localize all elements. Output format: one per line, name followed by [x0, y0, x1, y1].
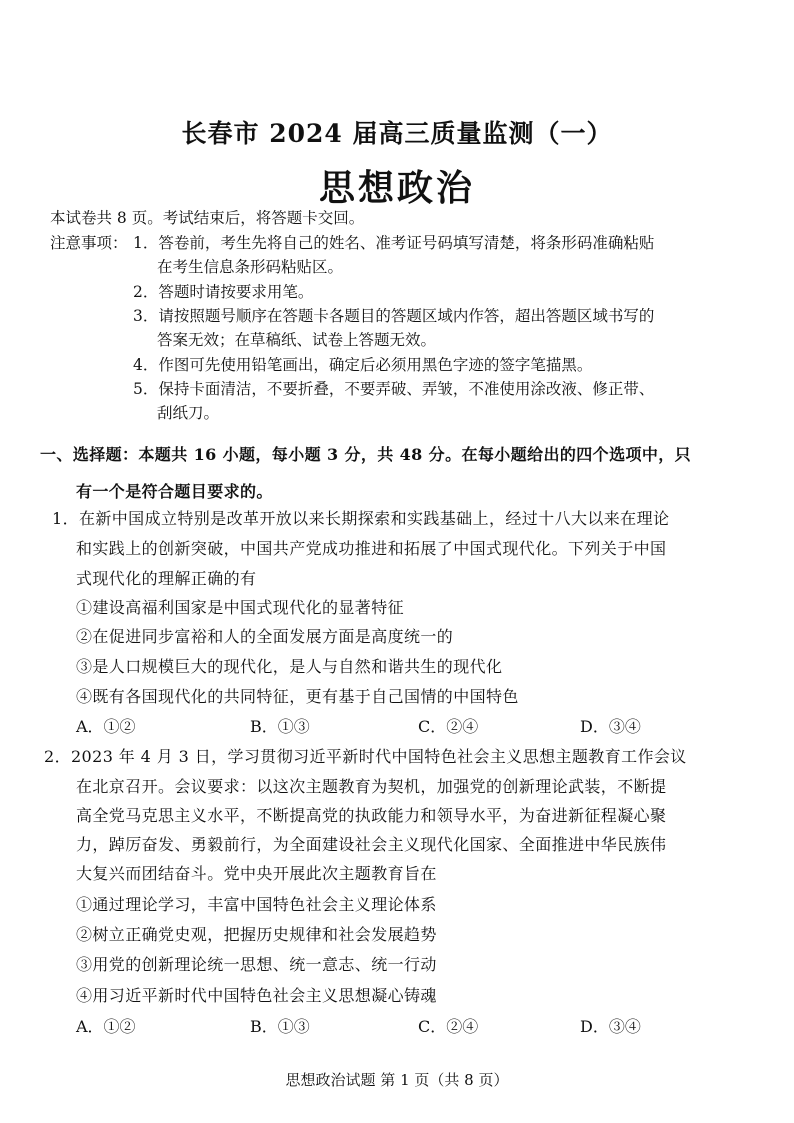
note-item: 5．保持卡面清洁，不要折叠，不要弄破、弄皱，不准使用涂改液、修正带、 — [133, 380, 655, 398]
option-d: D．③④ — [580, 1017, 641, 1036]
option-d: D．③④ — [580, 717, 641, 736]
statement: ④用习近平新时代中国特色社会主义思想凝心铸魂 — [76, 986, 437, 1005]
statement: ①建设高福利国家是中国式现代化的显著特征 — [76, 598, 405, 617]
option-a: A．①② — [76, 717, 136, 736]
option-c: C．②④ — [418, 717, 479, 736]
note-item: 答案无效；在草稿纸、试卷上答题无效。 — [157, 331, 437, 349]
statement: ③是人口规模巨大的现代化，是人与自然和谐共生的现代化 — [76, 657, 503, 676]
question-stem: 式现代化的理解正确的有 — [76, 569, 257, 588]
notes-label: 注意事项： — [50, 234, 128, 252]
statement: ②树立正确党史观，把握历史规律和社会发展趋势 — [76, 925, 437, 944]
option-b: B．①③ — [250, 717, 310, 736]
statement: ①通过理论学习，丰富中国特色社会主义理论体系 — [76, 895, 437, 914]
note-item: 1．答卷前，考生先将自己的姓名、准考证号码填写清楚，将条形码准确粘贴 — [133, 234, 655, 252]
question-stem: 1．在新中国成立特别是改革开放以来长期探索和实践基础上，经过十八大以来在理论 — [52, 509, 670, 528]
section-heading: 一、选择题：本题共 16 小题，每小题 3 分，共 48 分。在每小题给出的四个选项中，只 — [40, 445, 692, 464]
option-a: A．①② — [76, 1017, 136, 1036]
note-item: 3．请按照题号顺序在答题卡各题目的答题区域内作答，超出答题区域书写的 — [133, 307, 655, 325]
option-b: B．①③ — [250, 1017, 310, 1036]
exam-title: 长春市 2024 届高三质量监测（一） — [181, 119, 613, 148]
question-stem: 2．2023 年 4 月 3 日，学习贯彻习近平新时代中国特色社会主义思想主题教育工作会议 — [44, 747, 687, 766]
intro-text: 本试卷共 8 页。考试结束后，将答题卡交回。 — [50, 209, 365, 227]
note-item: 在考生信息条形码粘贴区。 — [157, 258, 344, 276]
statement: ④既有各国现代化的共同特征，更有基于自己国情的中国特色 — [76, 687, 519, 706]
statement: ③用党的创新理论统一思想、统一意志、统一行动 — [76, 955, 437, 974]
section-heading-cont: 有一个是符合题目要求的。 — [76, 482, 273, 501]
question-stem: 大复兴而团结奋斗。党中央开展此次主题教育旨在 — [76, 864, 437, 883]
subject-title: 思想政治 — [318, 167, 475, 209]
question-stem: 和实践上的创新突破，中国共产党成功推进和拓展了中国式现代化。下列关于中国 — [76, 539, 667, 558]
note-item: 2．答题时请按要求用笔。 — [133, 283, 314, 301]
question-stem: 力，踔厉奋发、勇毅前行，为全面建设社会主义现代化国家、全面推进中华民族伟 — [76, 835, 667, 854]
question-stem: 在北京召开。会议要求：以这次主题教育为契机，加强党的创新理论武装，不断提 — [76, 777, 667, 796]
option-c: C．②④ — [418, 1017, 479, 1036]
note-item: 刮纸刀。 — [157, 404, 220, 422]
note-item: 4．作图可先使用铅笔画出，确定后必须用黑色字迹的签字笔描黑。 — [133, 356, 593, 374]
statement: ②在促进同步富裕和人的全面发展方面是高度统一的 — [76, 627, 454, 646]
page-footer: 思想政治试题 第 1 页（共 8 页） — [285, 1071, 509, 1089]
question-stem: 高全党马克思主义水平，不断提高党的执政能力和领导水平，为奋进新征程凝心聚 — [76, 806, 667, 825]
